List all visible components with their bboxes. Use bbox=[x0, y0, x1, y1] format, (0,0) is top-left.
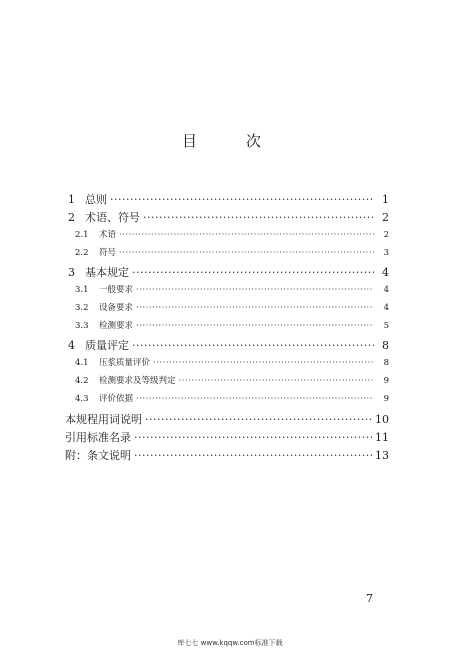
toc-entry-number: 2.2 bbox=[75, 247, 89, 258]
toc-entry-label: 术语、符号 bbox=[85, 211, 140, 225]
toc-entry bbox=[68, 209, 389, 225]
toc-leader-dots bbox=[179, 376, 374, 386]
toc-entry-label: 符号 bbox=[99, 247, 117, 258]
toc-entry-number: 1 bbox=[68, 193, 75, 206]
toc-entry-label: 压浆质量评价 bbox=[99, 357, 151, 368]
toc-entry-label: 总则 bbox=[85, 193, 107, 206]
page-title: 目 次 bbox=[181, 132, 278, 150]
toc-entry-label: 检测要求及等级判定 bbox=[99, 376, 176, 386]
toc-entry-number: 3.1 bbox=[75, 284, 89, 295]
toc-leader-dots bbox=[143, 211, 374, 224]
toc-entry bbox=[65, 447, 389, 463]
toc-entry bbox=[68, 191, 389, 207]
toc-leader-dots bbox=[136, 303, 374, 313]
toc-entry bbox=[75, 283, 389, 299]
toc-entry-label: 设备要求 bbox=[99, 302, 134, 313]
toc-entry bbox=[65, 429, 389, 445]
toc-entry-page: 4 bbox=[382, 266, 389, 280]
toc-leader-dots bbox=[134, 431, 372, 444]
toc-entry-label: 质量评定 bbox=[85, 339, 129, 353]
toc-entry-number: 3.2 bbox=[75, 302, 89, 313]
toc-entry-page: 1 bbox=[382, 193, 389, 206]
toc-entry bbox=[68, 264, 389, 280]
toc-entry-number: 2.1 bbox=[75, 229, 89, 240]
toc-entry bbox=[75, 374, 389, 390]
toc-leader-dots bbox=[136, 285, 374, 295]
toc-leader-dots bbox=[145, 413, 372, 426]
toc-entry-page: 4 bbox=[383, 284, 389, 295]
toc-entry-page: 5 bbox=[383, 321, 389, 332]
toc-entry-label: 一般要求 bbox=[99, 284, 134, 295]
toc-leader-dots bbox=[134, 449, 372, 462]
toc-entry bbox=[75, 228, 389, 244]
toc-entry-page: 4 bbox=[383, 302, 389, 313]
toc-entry-label: 检测要求 bbox=[99, 321, 134, 332]
toc-entry-page: 2 bbox=[382, 211, 389, 225]
toc-entry-page: 11 bbox=[375, 430, 389, 444]
toc-entry-page: 8 bbox=[383, 357, 389, 368]
toc-leader-dots bbox=[119, 248, 374, 258]
toc-entry bbox=[75, 319, 389, 335]
toc-entry-page: 13 bbox=[375, 449, 389, 463]
toc-entry-number: 2 bbox=[68, 211, 75, 225]
toc-leader-dots bbox=[119, 230, 374, 240]
toc-entry bbox=[75, 356, 389, 372]
footer-text: 库七七 www.kqqw.com标准下载 bbox=[177, 639, 283, 647]
toc-entry bbox=[68, 337, 389, 353]
toc-leader-dots bbox=[132, 339, 374, 352]
toc-entry-page: 10 bbox=[375, 412, 389, 426]
toc-entry-label: 基本规定 bbox=[85, 266, 129, 280]
toc-entry-page: 9 bbox=[383, 376, 389, 386]
toc-entry-page: 9 bbox=[383, 394, 389, 405]
toc-entry-label: 附：条文说明 bbox=[65, 449, 131, 463]
toc-entry-number: 4.2 bbox=[75, 376, 89, 386]
toc-entry-page: 8 bbox=[382, 339, 389, 353]
toc-entry-label: 引用标准名录 bbox=[65, 430, 131, 444]
toc-entry-number: 4 bbox=[68, 339, 75, 353]
toc-entry-page: 2 bbox=[383, 229, 389, 240]
toc-entry bbox=[75, 392, 389, 408]
toc-entry-page: 3 bbox=[383, 247, 389, 258]
toc-entry bbox=[75, 246, 389, 262]
toc-entry bbox=[75, 301, 389, 317]
toc-entry bbox=[65, 411, 389, 427]
toc-entry-number: 3 bbox=[68, 266, 75, 280]
page-number: 7 bbox=[366, 592, 373, 605]
toc-leader-dots bbox=[136, 394, 374, 404]
toc-entry-number: 4.1 bbox=[75, 357, 89, 368]
toc-entry-number: 4.3 bbox=[75, 394, 89, 405]
toc-entry-label: 术语 bbox=[99, 229, 117, 240]
toc-leader-dots bbox=[136, 321, 374, 331]
toc-leader-dots bbox=[132, 266, 374, 279]
toc-entry-label: 评价依据 bbox=[99, 394, 134, 405]
toc-entry-number: 3.3 bbox=[75, 321, 89, 332]
toc-leader-dots bbox=[153, 358, 374, 368]
toc-entry-label: 本规程用词说明 bbox=[65, 412, 142, 426]
toc-leader-dots bbox=[110, 193, 374, 206]
